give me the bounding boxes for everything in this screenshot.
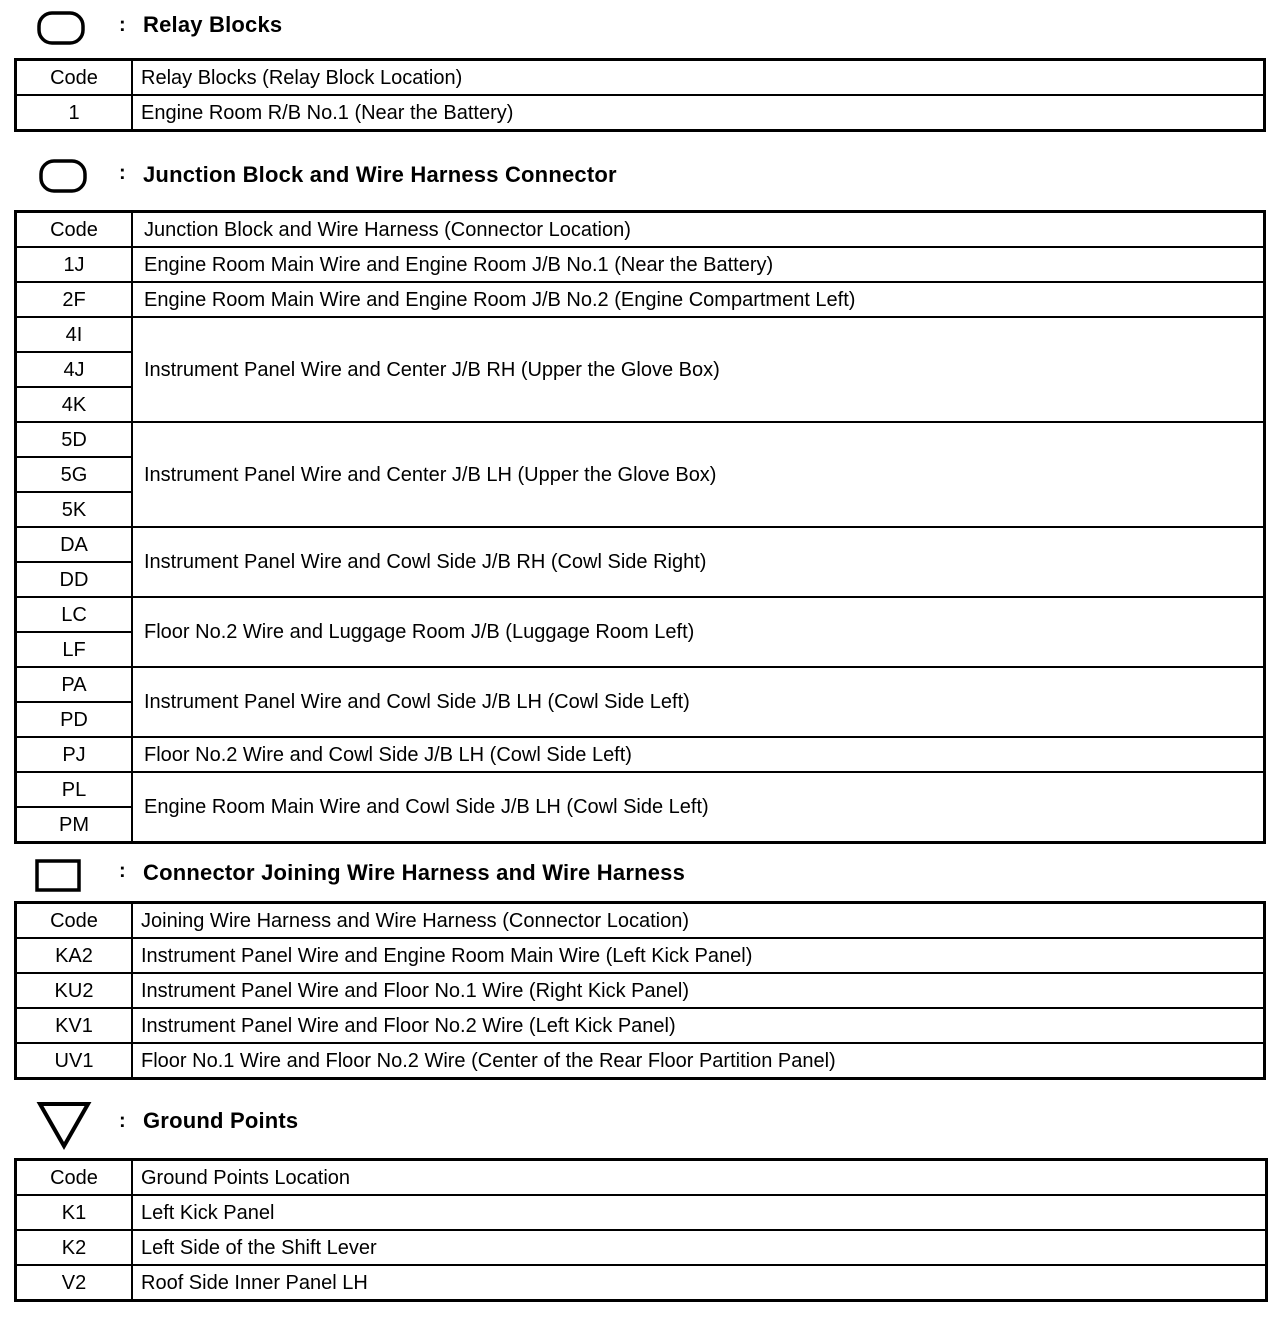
table-row	[16, 772, 1265, 807]
code-cell: PL	[16, 772, 133, 807]
rectangle-icon	[34, 858, 84, 894]
location-cell: Engine Room Main Wire and Engine Room J/B No.2 (Engine Compartment Left)	[132, 282, 1265, 317]
code-cell: 1J	[16, 247, 133, 282]
location-cell: Floor No.2 Wire and Luggage Room J/B (Luggage Room Left)	[132, 597, 1265, 667]
code-cell: PA	[16, 667, 133, 702]
table-row	[16, 1043, 1265, 1079]
location-cell: Engine Room R/B No.1 (Near the Battery)	[132, 95, 1265, 131]
ground-points-table	[14, 1158, 1268, 1302]
rounded-rectangle-icon	[36, 10, 86, 46]
location-cell: Instrument Panel Wire and Floor No.2 Wire (Left Kick Panel)	[132, 1008, 1265, 1043]
location-cell: Roof Side Inner Panel LH	[132, 1265, 1267, 1301]
code-header: Code	[16, 903, 133, 939]
code-cell: DA	[16, 527, 133, 562]
location-cell: Floor No.2 Wire and Cowl Side J/B LH (Cowl Side Left)	[132, 737, 1265, 772]
location-header: Ground Points Location	[132, 1160, 1267, 1196]
code-cell: LC	[16, 597, 133, 632]
location-cell: Instrument Panel Wire and Center J/B LH (Upper the Glove Box)	[132, 422, 1265, 527]
code-cell: LF	[16, 632, 133, 667]
table-row	[16, 422, 1265, 457]
code-cell: KV1	[16, 1008, 133, 1043]
code-cell: K2	[16, 1230, 133, 1265]
relay-colon: :	[119, 14, 126, 36]
location-header: Relay Blocks (Relay Block Location)	[132, 60, 1265, 96]
connector-joining-header	[0, 852, 1280, 896]
location-cell: Instrument Panel Wire and Cowl Side J/B RH (Cowl Side Right)	[132, 527, 1265, 597]
code-cell: 4K	[16, 387, 133, 422]
table-row	[16, 737, 1265, 772]
code-cell: PD	[16, 702, 133, 737]
junction-title: Junction Block and Wire Harness Connector	[143, 162, 617, 187]
code-cell: V2	[16, 1265, 133, 1301]
table-row	[16, 317, 1265, 352]
location-cell: Instrument Panel Wire and Floor No.1 Wire (Right Kick Panel)	[132, 973, 1265, 1008]
table-row	[16, 527, 1265, 562]
table-row	[16, 1008, 1265, 1043]
location-cell: Instrument Panel Wire and Engine Room Main Wire (Left Kick Panel)	[132, 938, 1265, 973]
relay-blocks-header	[0, 6, 1280, 50]
triangle-down-icon	[36, 1100, 96, 1152]
code-header: Code	[16, 60, 133, 96]
table-row	[16, 973, 1265, 1008]
location-cell: Engine Room Main Wire and Engine Room J/B No.1 (Near the Battery)	[132, 247, 1265, 282]
code-cell: 4I	[16, 317, 133, 352]
junction-block-header	[0, 154, 1280, 198]
ground-points-header	[0, 1098, 1280, 1142]
code-cell: DD	[16, 562, 133, 597]
table-row	[16, 282, 1265, 317]
code-header: Code	[16, 1160, 133, 1196]
connector-title: Connector Joining Wire Harness and Wire Harness	[143, 860, 686, 885]
table-header-row	[16, 60, 1265, 96]
code-cell: UV1	[16, 1043, 133, 1079]
rounded-rectangle-icon	[38, 158, 88, 194]
table-row	[16, 95, 1265, 131]
location-cell: Instrument Panel Wire and Center J/B RH (Upper the Glove Box)	[132, 317, 1265, 422]
code-cell: 4J	[16, 352, 133, 387]
location-header: Junction Block and Wire Harness (Connector Location)	[132, 212, 1265, 248]
table-row	[16, 597, 1265, 632]
code-header: Code	[16, 212, 133, 248]
table-row	[16, 247, 1265, 282]
table-header-row	[16, 903, 1265, 939]
relay-blocks-table	[14, 58, 1266, 132]
table-row	[16, 938, 1265, 973]
ground-title: Ground Points	[143, 1108, 299, 1133]
table-row	[16, 1195, 1267, 1230]
code-cell: 5D	[16, 422, 133, 457]
code-cell: 5K	[16, 492, 133, 527]
code-cell: KU2	[16, 973, 133, 1008]
location-cell: Engine Room Main Wire and Cowl Side J/B LH (Cowl Side Left)	[132, 772, 1265, 843]
code-cell: 1	[16, 95, 133, 131]
table-row	[16, 667, 1265, 702]
table-row	[16, 1265, 1267, 1301]
location-cell: Instrument Panel Wire and Cowl Side J/B LH (Cowl Side Left)	[132, 667, 1265, 737]
code-cell: 2F	[16, 282, 133, 317]
location-cell: Floor No.1 Wire and Floor No.2 Wire (Center of the Rear Floor Partition Panel)	[132, 1043, 1265, 1079]
location-cell: Left Side of the Shift Lever	[132, 1230, 1267, 1265]
connector-colon: :	[119, 860, 126, 882]
code-cell: KA2	[16, 938, 133, 973]
table-header-row	[16, 1160, 1267, 1196]
connector-joining-table	[14, 901, 1266, 1080]
location-cell: Left Kick Panel	[132, 1195, 1267, 1230]
code-cell: 5G	[16, 457, 133, 492]
location-header: Joining Wire Harness and Wire Harness (Connector Location)	[132, 903, 1265, 939]
code-cell: K1	[16, 1195, 133, 1230]
code-cell: PM	[16, 807, 133, 843]
junction-block-table	[14, 210, 1266, 844]
table-row	[16, 1230, 1267, 1265]
table-header-row	[16, 212, 1265, 248]
code-cell: PJ	[16, 737, 133, 772]
ground-colon: :	[119, 1110, 126, 1132]
junction-colon: :	[119, 162, 126, 184]
relay-title: Relay Blocks	[143, 12, 283, 37]
